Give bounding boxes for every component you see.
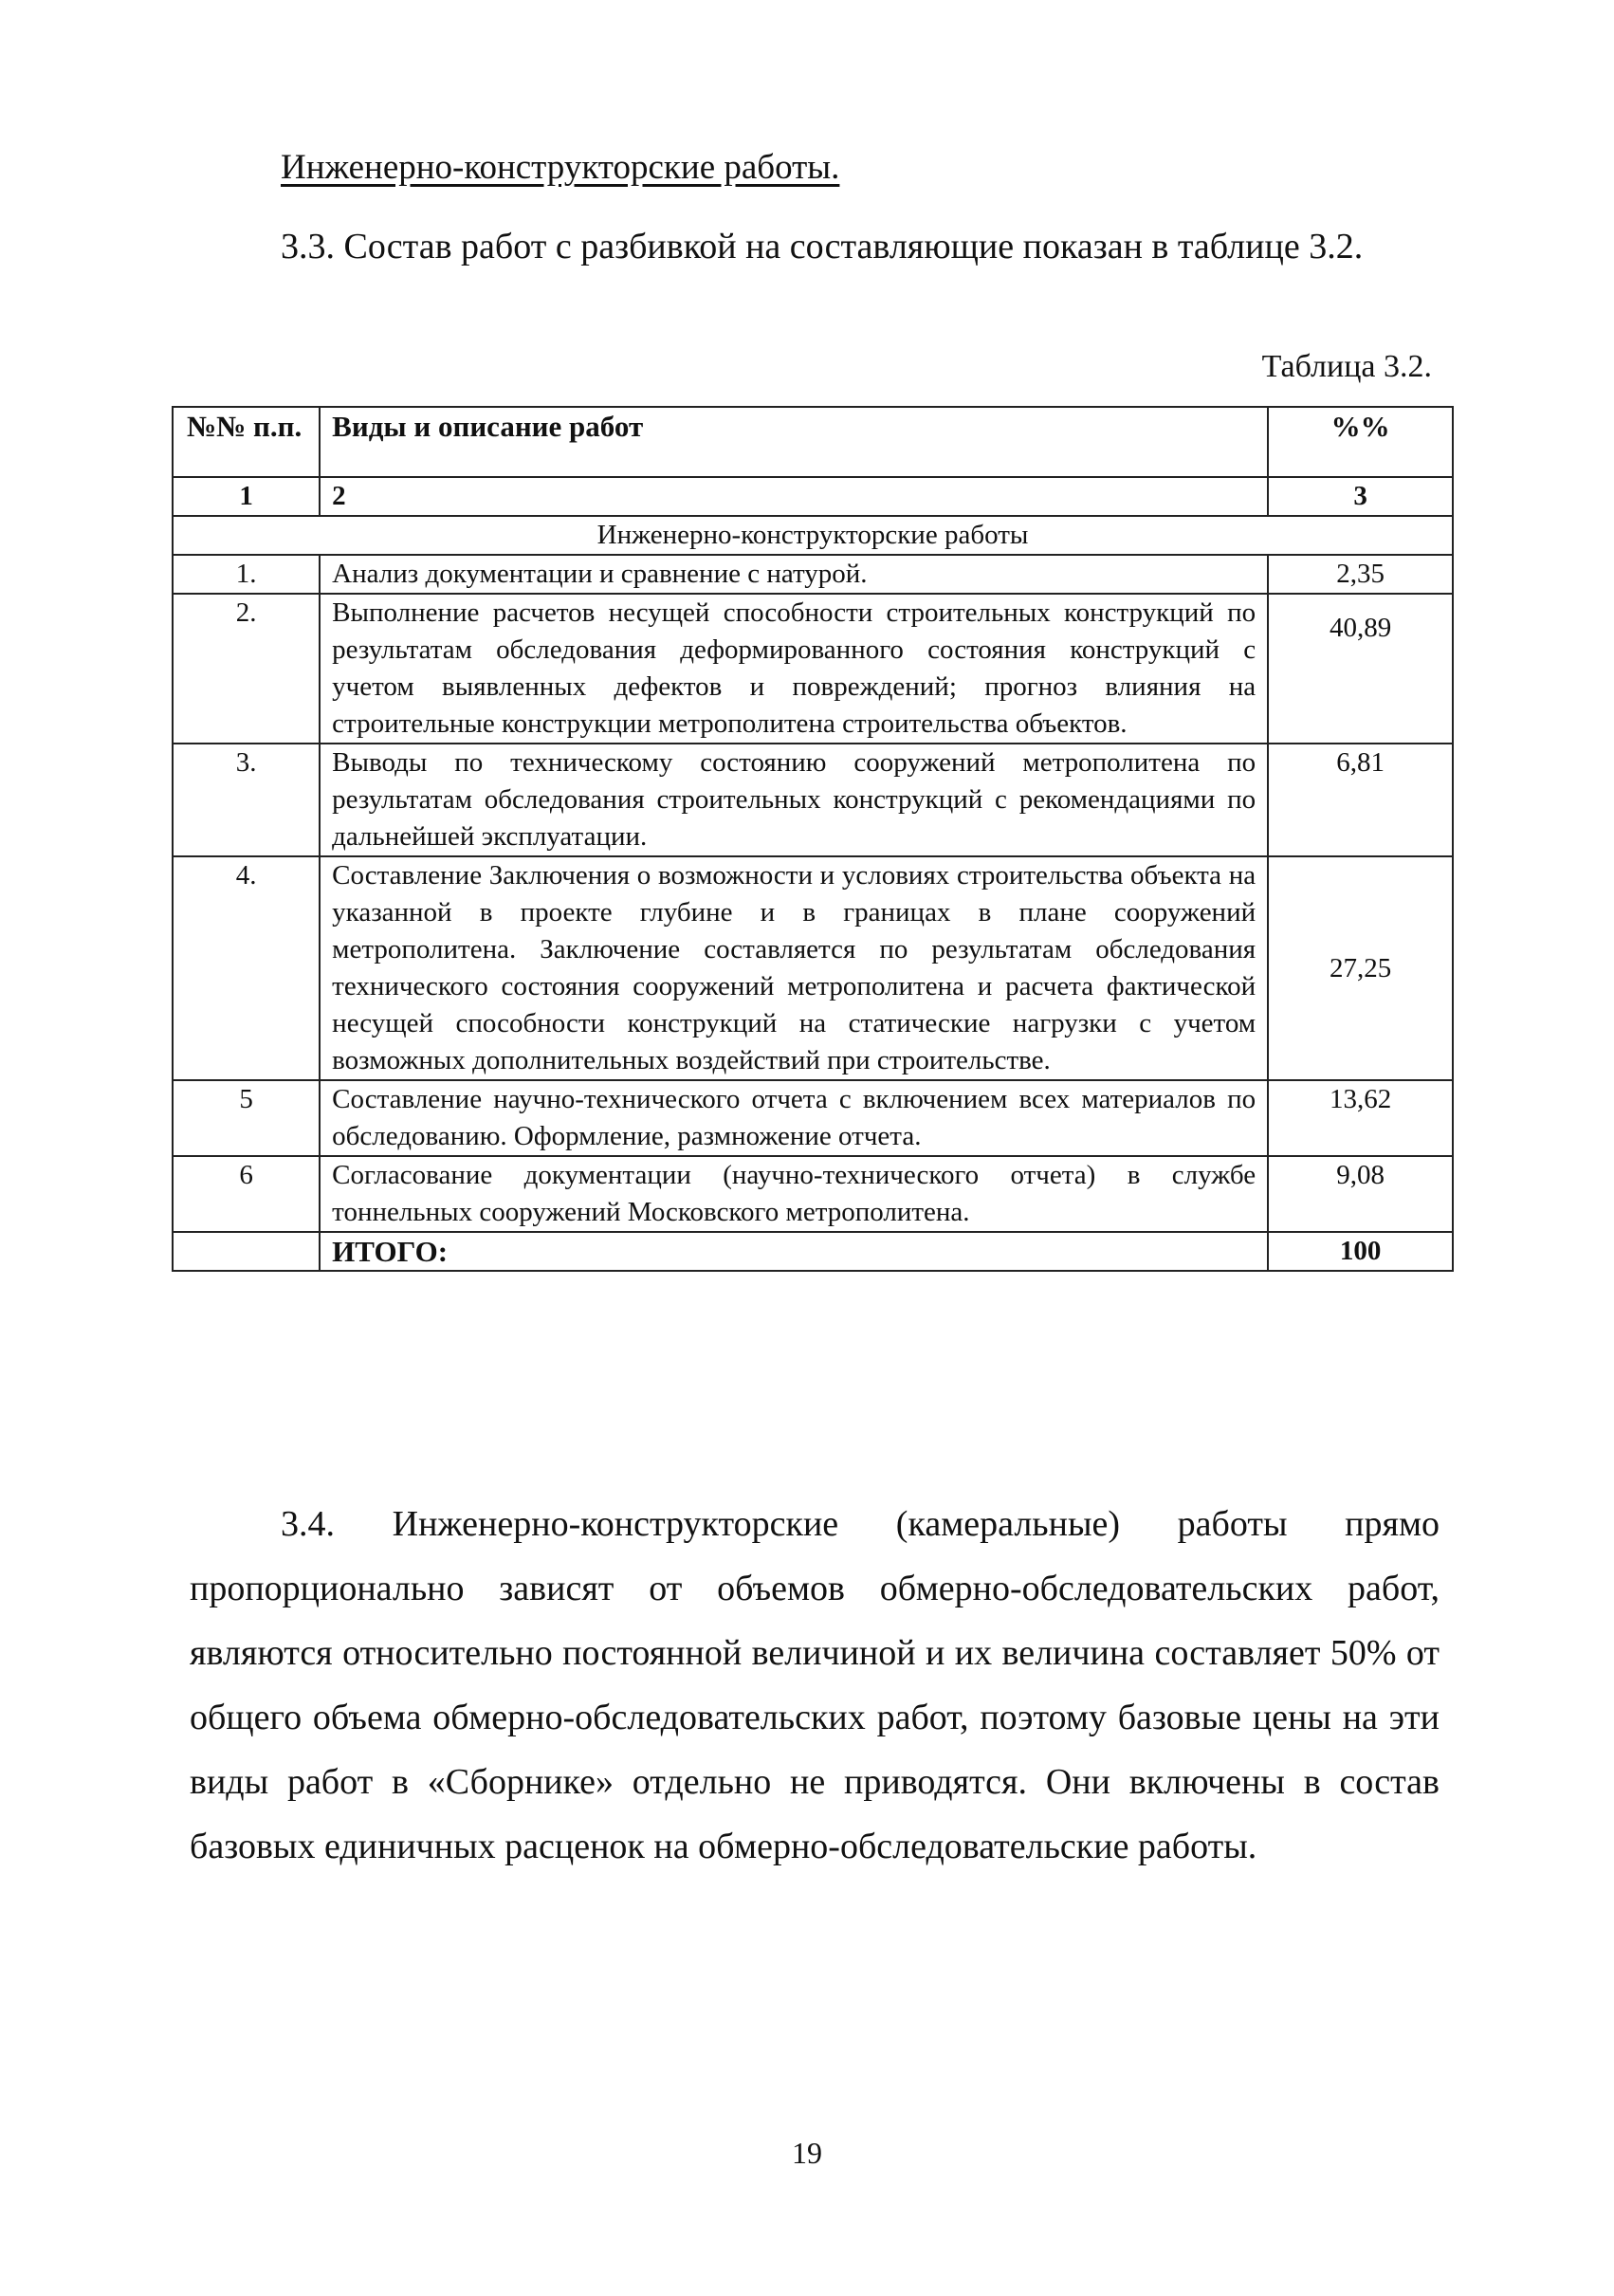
section-heading: Инженерно-конструкторские работы. <box>281 148 840 187</box>
row-desc: Составление Заключения о возможности и условиях строительства объекта на указанной в проекте глубине и в границах в плане сооружений метрополитена. Заключение составляется по результатам обследования технического состояния сооружений метрополитена и расчета фактической несущей способности конструкций на статические нагрузки с учетом возможных дополнительных воздействий при строительстве. <box>320 856 1268 1080</box>
table-row <box>173 1156 1453 1232</box>
table-row <box>173 555 1453 594</box>
table-row <box>173 744 1453 856</box>
row-desc: Анализ документации и сравнение с натурой. <box>320 555 1268 594</box>
header-num: №№ п.п. <box>173 407 320 477</box>
total-num-empty <box>173 1232 320 1271</box>
row-pct: 9,08 <box>1268 1156 1453 1232</box>
row-pct: 6,81 <box>1268 744 1453 856</box>
row-num: 1. <box>173 555 320 594</box>
intro-paragraph: 3.3. Состав работ с разбивкой на составляющие показан в таблице 3.2. <box>281 227 1364 266</box>
header-desc: Виды и описание работ <box>320 407 1268 477</box>
row-pct: 13,62 <box>1268 1080 1453 1156</box>
section-title: Инженерно-конструкторские работы <box>173 516 1453 555</box>
col-number-2: 2 <box>320 477 1268 516</box>
row-num: 3. <box>173 744 320 856</box>
row-pct: 2,35 <box>1268 555 1453 594</box>
row-pct: 40,89 <box>1268 594 1453 744</box>
works-table <box>172 406 1454 1272</box>
row-desc: Согласование документации (научно-технического отчета) в службе тоннельных сооружений Московского метрополитена. <box>320 1156 1268 1232</box>
col-number-3: 3 <box>1268 477 1453 516</box>
row-num: 4. <box>173 856 320 1080</box>
header-pct: %% <box>1268 407 1453 477</box>
total-pct: 100 <box>1268 1232 1453 1271</box>
total-row <box>173 1232 1453 1271</box>
total-label: ИТОГО: <box>320 1232 1268 1271</box>
body-paragraph: 3.4. Инженерно-конструкторские (камеральные) работы прямо пропорционально зависят от объемов обмерно-обследовательских работ, являются относительно постоянной величиной и их величина составляет 50% от общего объема обмерно-обследовательских работ, поэтому базовые цены на эти виды работ в «Сборнике» отдельно не приводятся. Они включены в состав базовых единичных расценок на обмерно-обследовательские работы. <box>190 1504 1440 1866</box>
page-number: 19 <box>792 2136 822 2170</box>
row-pct: 27,25 <box>1268 856 1453 1080</box>
row-num: 2. <box>173 594 320 744</box>
row-num: 5 <box>173 1080 320 1156</box>
table-caption: Таблица 3.2. <box>1261 349 1432 384</box>
col-number-1: 1 <box>173 477 320 516</box>
table-row <box>173 1080 1453 1156</box>
column-number-row <box>173 477 1453 516</box>
row-desc: Составление научно-технического отчета с включением всех материалов по обследованию. Оформление, размножение отчета. <box>320 1080 1268 1156</box>
section-row <box>173 516 1453 555</box>
table-header-row <box>173 407 1453 477</box>
row-desc: Выполнение расчетов несущей способности строительных конструкций по результатам обследования деформированного состояния конструкций с учетом выявленных дефектов и повреждений; прогноз влияния на строительные конструкции метрополитена строительства объектов. <box>320 594 1268 744</box>
table-row <box>173 856 1453 1080</box>
table-row <box>173 594 1453 744</box>
row-desc: Выводы по техническому состоянию сооружений метрополитена по результатам обследования строительных конструкций с рекомендациями по дальнейшей эксплуатации. <box>320 744 1268 856</box>
row-num: 6 <box>173 1156 320 1232</box>
